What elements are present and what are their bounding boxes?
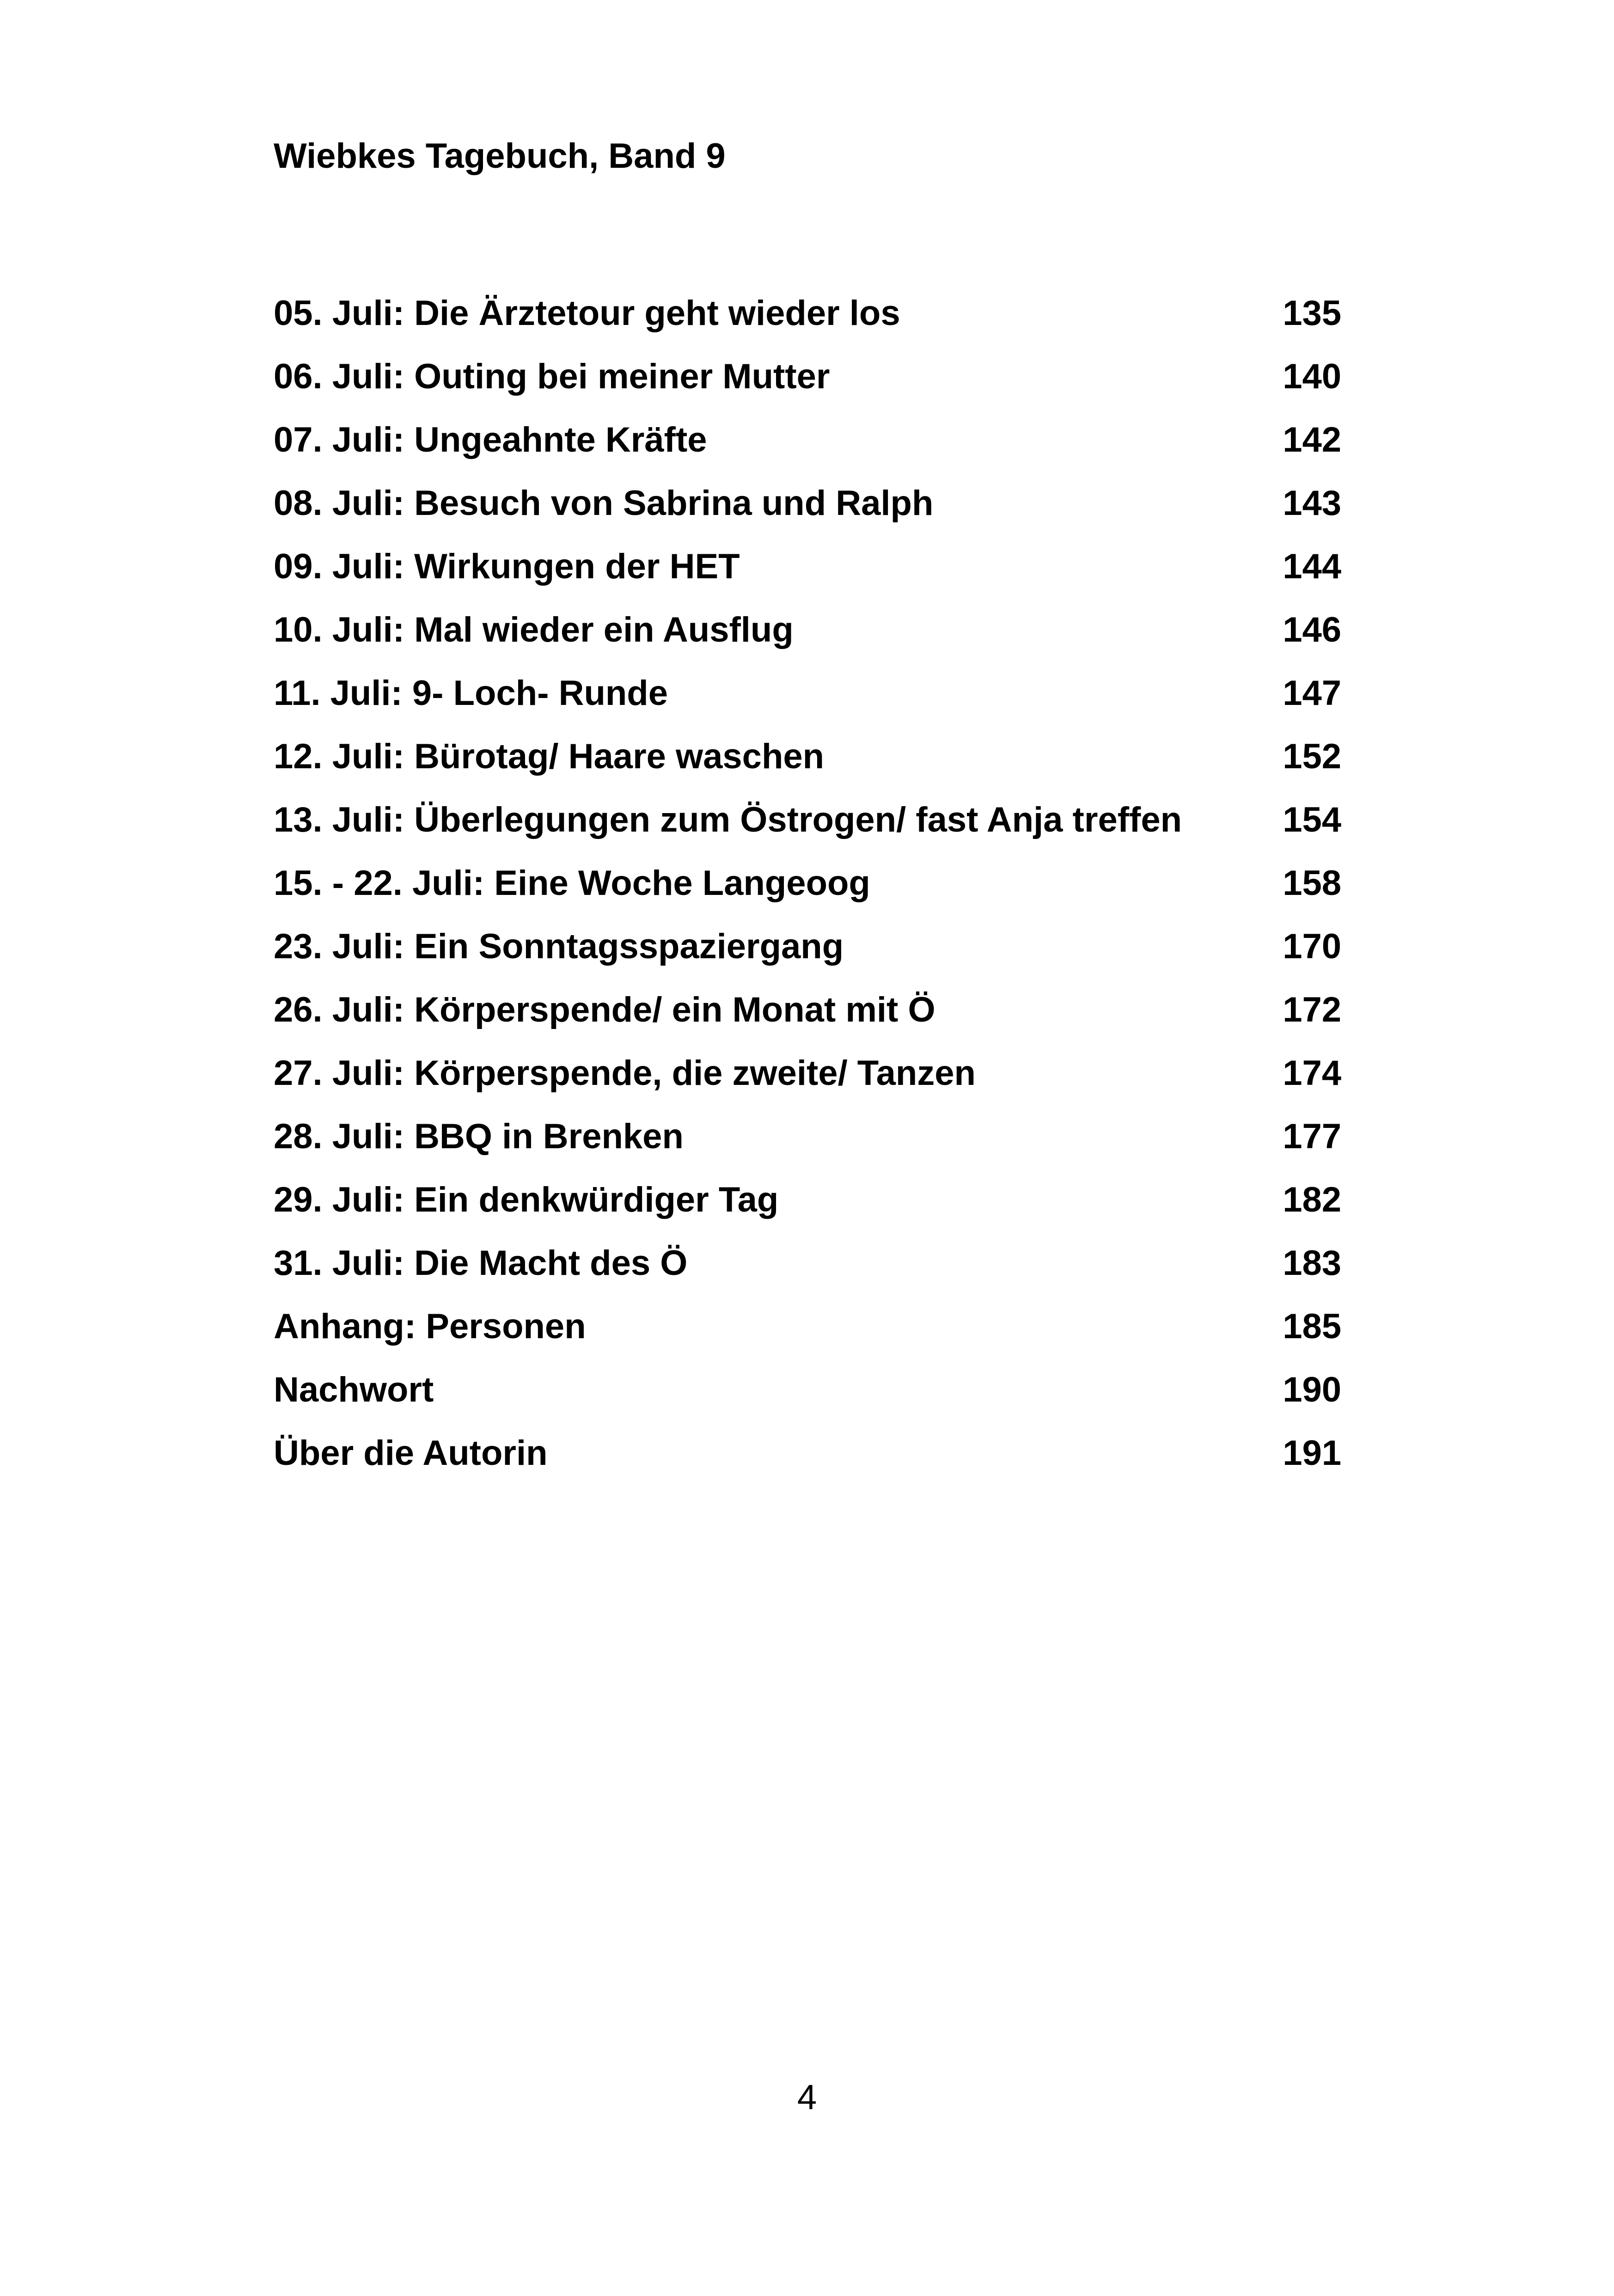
toc-entry	[274, 486, 1341, 549]
toc-entry-page: 147	[1283, 673, 1341, 713]
toc-entry-page: 183	[1283, 1243, 1341, 1283]
toc-entry-page: 146	[1283, 610, 1341, 649]
toc-entry-title: 05. Juli: Die Ärztetour geht wieder los	[274, 294, 900, 333]
toc-entry-title: 11. Juli: 9- Loch- Runde	[274, 673, 668, 713]
toc-entry-title: 27. Juli: Körperspende, die zweite/ Tanzen	[274, 1053, 976, 1093]
toc-entry	[274, 929, 1341, 992]
toc-entry	[274, 1119, 1341, 1182]
toc-entry-page: 140	[1283, 357, 1341, 396]
toc-entry	[274, 802, 1341, 866]
toc-entry-title: 15. - 22. Juli: Eine Woche Langeoog	[274, 863, 870, 903]
toc-entry-page: 191	[1283, 1433, 1341, 1473]
toc-entry-page: 182	[1283, 1180, 1341, 1219]
toc-entry	[274, 1182, 1341, 1246]
page-number: 4	[797, 2078, 817, 2117]
toc-entry-page: 142	[1283, 420, 1341, 459]
toc-entry-page: 152	[1283, 737, 1341, 776]
toc-entry-title: 26. Juli: Körperspende/ ein Monat mit Ö	[274, 990, 935, 1029]
toc-entry	[274, 673, 1341, 739]
toc-entry	[274, 992, 1341, 1056]
toc-entry-title: 13. Juli: Überlegungen zum Östrogen/ fast Anja treffen	[274, 800, 1182, 839]
toc-entry-title: 31. Juli: Die Macht des Ö	[274, 1243, 688, 1283]
toc-entry	[274, 422, 1341, 486]
toc-entry-title: 29. Juli: Ein denkwürdiger Tag	[274, 1180, 779, 1219]
toc-entry-title: 28. Juli: BBQ in Brenken	[274, 1117, 684, 1156]
toc-entry	[274, 739, 1341, 802]
toc-entry-page: 177	[1283, 1117, 1341, 1156]
toc-entry	[274, 612, 1341, 676]
toc-entry-page: 185	[1283, 1307, 1341, 1346]
toc-entry	[274, 549, 1341, 612]
toc-entry-page: 154	[1283, 800, 1341, 839]
toc-entry-title: 08. Juli: Besuch von Sabrina und Ralph	[274, 484, 934, 523]
toc-entry	[274, 1309, 1341, 1372]
toc-entry	[274, 1433, 1341, 1499]
toc-entry-page: 174	[1283, 1053, 1341, 1093]
toc-entry-title: 10. Juli: Mal wieder ein Ausflug	[274, 610, 794, 649]
toc-entry-page: 170	[1283, 927, 1341, 966]
toc-entry	[274, 296, 1341, 359]
toc-entry-page: 144	[1283, 547, 1341, 586]
toc-entry-title: 07. Juli: Ungeahnte Kräfte	[274, 420, 707, 459]
toc-entry-title: 12. Juli: Bürotag/ Haare waschen	[274, 737, 825, 776]
toc-entry-title: Über die Autorin	[274, 1433, 548, 1473]
toc-entry	[274, 1053, 1341, 1119]
toc-entry	[274, 359, 1341, 422]
toc-entry-title: 06. Juli: Outing bei meiner Mutter	[274, 357, 830, 396]
toc-entry-page: 190	[1283, 1370, 1341, 1409]
toc-entry	[274, 863, 1341, 929]
document-title: Wiebkes Tagebuch, Band 9	[274, 136, 726, 176]
toc-entry-title: 23. Juli: Ein Sonntagsspaziergang	[274, 927, 844, 966]
toc-entry-page: 158	[1283, 863, 1341, 903]
toc-entry-title: 09. Juli: Wirkungen der HET	[274, 547, 740, 586]
toc-entry-page: 172	[1283, 990, 1341, 1029]
toc-entry	[274, 1372, 1341, 1436]
toc-entry	[274, 1243, 1341, 1309]
table-of-contents	[274, 296, 1341, 1499]
toc-entry-title: Nachwort	[274, 1370, 434, 1409]
toc-entry-page: 143	[1283, 484, 1341, 523]
toc-entry-title: Anhang: Personen	[274, 1307, 586, 1346]
toc-entry-page: 135	[1283, 294, 1341, 333]
